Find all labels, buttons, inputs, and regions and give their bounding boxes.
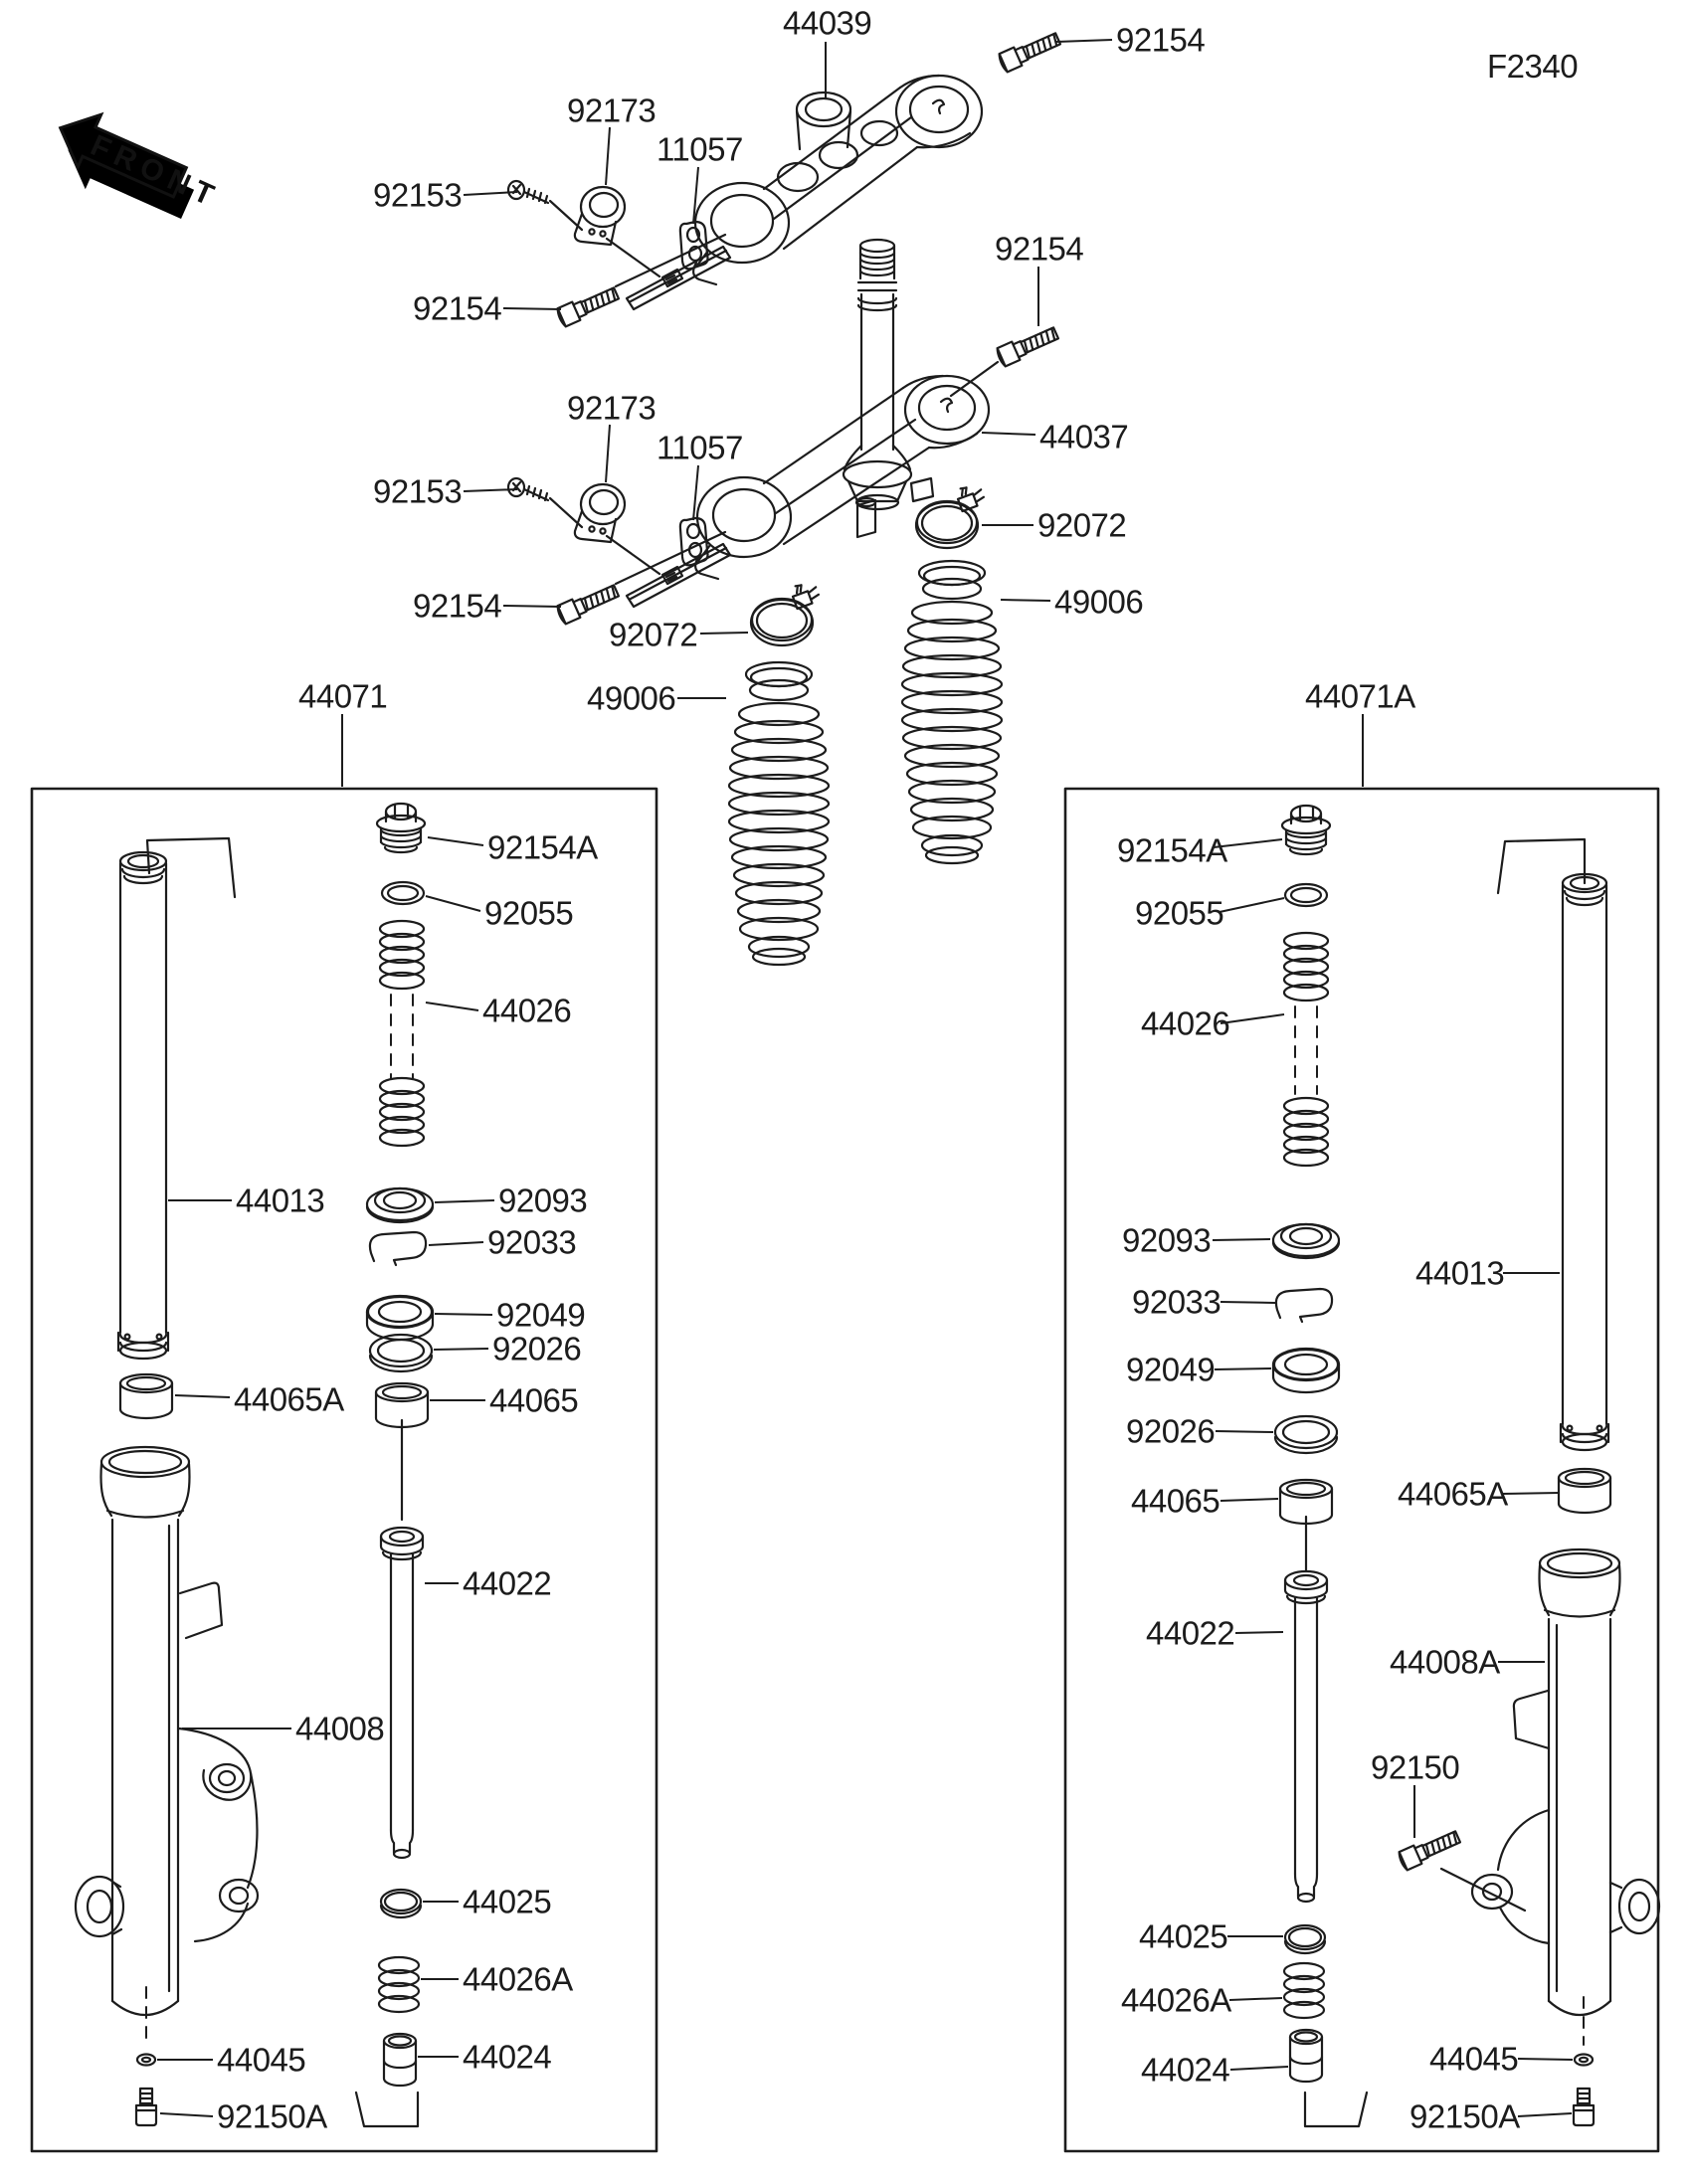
part-label-92154: 92154 (413, 289, 502, 327)
part-label-92150: 92150 (1371, 1748, 1460, 1786)
inner-tube-right-44013 (1498, 839, 1608, 1450)
leader-line-44026A (1229, 1998, 1282, 2000)
part-label-44026A: 44026A (463, 1960, 573, 1998)
part-label-49006: 49006 (1054, 583, 1144, 621)
part-label-44008: 44008 (295, 1710, 385, 1747)
leader-line-44065A (1501, 1493, 1560, 1494)
part-label-92154: 92154 (413, 587, 502, 625)
part-label-44025: 44025 (463, 1883, 552, 1920)
part-label-44065A: 44065A (234, 1380, 344, 1418)
part-label-44024: 44024 (463, 2038, 552, 2076)
leader-line-44045 (1518, 2059, 1573, 2060)
part-label-44065: 44065 (489, 1381, 579, 1419)
bolt-right-92150A (1574, 2089, 1594, 2125)
leader-line-49006 (1001, 600, 1050, 601)
part-label-44026: 44026 (1141, 1004, 1230, 1042)
part-label-44039: 44039 (783, 4, 872, 42)
part-label-92026: 92026 (1126, 1412, 1216, 1450)
part-label-44026A: 44026A (1121, 1981, 1231, 2019)
leader-line-92154 (503, 308, 561, 309)
part-label-44026: 44026 (482, 992, 572, 1029)
front-arrow (42, 101, 231, 240)
leader-line-92049 (1215, 1368, 1271, 1369)
part-label-92173: 92173 (567, 389, 657, 427)
part-label-44065A: 44065A (1398, 1475, 1508, 1513)
part-label-92153: 92153 (373, 176, 463, 214)
washer-right-44045 (1575, 2055, 1593, 2066)
leader-line-44024 (1230, 2067, 1288, 2070)
figure-code: F2340 (1487, 48, 1579, 85)
bolt-left-92150A (136, 2089, 156, 2125)
part-label-92153: 92153 (373, 472, 463, 510)
leader-line-92026 (1216, 1431, 1273, 1432)
leader-line-92055 (426, 896, 480, 911)
bolt-right-92150 (1398, 1828, 1462, 1871)
leader-line-92154 (1056, 40, 1112, 42)
part-label-44045: 44045 (217, 2041, 306, 2079)
leader-line-92093 (1213, 1239, 1270, 1240)
leader-line-92026 (434, 1349, 488, 1350)
part-label-92049: 92049 (496, 1296, 586, 1334)
leader-line-44065 (1221, 1499, 1278, 1501)
part-label-44013: 44013 (236, 1182, 325, 1219)
part-label-11057: 11057 (657, 130, 743, 168)
front-arrow-label: FRONT (86, 128, 226, 216)
right-parts-column (1273, 806, 1367, 2126)
part-label-44022: 44022 (463, 1564, 552, 1602)
outer-tube-left-44008 (76, 1447, 258, 2015)
leader-line-92173 (606, 425, 610, 482)
part-label-92093: 92093 (1122, 1221, 1212, 1259)
part-label-92150A: 92150A (217, 2097, 327, 2135)
leader-line-92173 (606, 127, 610, 185)
hose-clamp-left-92072 (751, 580, 821, 645)
leader-line-92033 (429, 1242, 483, 1245)
part-label-44024: 44024 (1141, 2051, 1230, 2089)
part-label-92026: 92026 (492, 1330, 582, 1367)
leader-line-44026 (426, 1002, 478, 1010)
leader-line-92150A (160, 2113, 213, 2116)
part-label-92072: 92072 (1037, 506, 1127, 544)
leader-lines (157, 40, 1573, 2116)
leader-line-92093 (435, 1200, 494, 1202)
part-label-92055: 92055 (484, 894, 574, 932)
part-label-92150A: 92150A (1409, 2097, 1520, 2135)
leader-line-92055 (1220, 898, 1284, 912)
bushing-left-44065A (120, 1374, 172, 1418)
part-label-11057: 11057 (657, 429, 743, 466)
part-label-92072: 92072 (609, 616, 698, 653)
part-label-44025: 44025 (1139, 1917, 1228, 1955)
leader-line-92049 (435, 1314, 492, 1315)
outer-tube-right-44008A (1472, 1549, 1659, 2015)
part-label-44037: 44037 (1039, 418, 1129, 455)
leader-line-92154 (503, 606, 561, 607)
hose-clamp-right-92072 (916, 482, 986, 548)
leader-line-92154A (428, 837, 483, 845)
part-label-44013: 44013 (1415, 1254, 1505, 1292)
part-label-44022: 44022 (1146, 1614, 1235, 1652)
left-parts-column (356, 804, 433, 2126)
leader-line-92072 (700, 633, 748, 634)
part-label-92093: 92093 (498, 1182, 588, 1219)
part-label-92154: 92154 (1116, 21, 1206, 59)
fork-boot-left-49006 (729, 662, 829, 965)
part-label-44065: 44065 (1131, 1482, 1221, 1520)
part-label-92154A: 92154A (487, 828, 598, 866)
part-label-92033: 92033 (1132, 1283, 1221, 1321)
part-label-92173: 92173 (567, 91, 657, 129)
leader-line-44065A (175, 1395, 230, 1397)
part-label-44008A: 44008A (1390, 1643, 1500, 1681)
fork-boot-right-49006 (902, 561, 1002, 863)
part-label-92154A: 92154A (1117, 831, 1227, 869)
leader-line-44026 (1221, 1014, 1284, 1023)
part-label-44071: 44071 (298, 677, 388, 715)
leader-line-92033 (1221, 1302, 1275, 1303)
leader-line-44022 (1235, 1632, 1283, 1633)
upper-triple-clamp-44039 (693, 76, 982, 284)
inner-tube-left-44013 (118, 838, 235, 1359)
part-label-44045: 44045 (1429, 2040, 1519, 2078)
bushing-right-44065A (1559, 1469, 1610, 1513)
washer-left-44045 (137, 2055, 155, 2066)
part-label-92154: 92154 (995, 230, 1084, 268)
leader-line-92150A (1518, 2113, 1572, 2116)
part-label-92033: 92033 (487, 1223, 577, 1261)
leader-line-44037 (982, 433, 1035, 435)
upper-clamp-hardware (508, 30, 1062, 327)
part-label-92055: 92055 (1135, 894, 1224, 932)
part-label-44071A: 44071A (1305, 677, 1415, 715)
part-label-92049: 92049 (1126, 1351, 1216, 1388)
part-label-49006: 49006 (587, 679, 676, 717)
steering-stem (844, 240, 911, 509)
